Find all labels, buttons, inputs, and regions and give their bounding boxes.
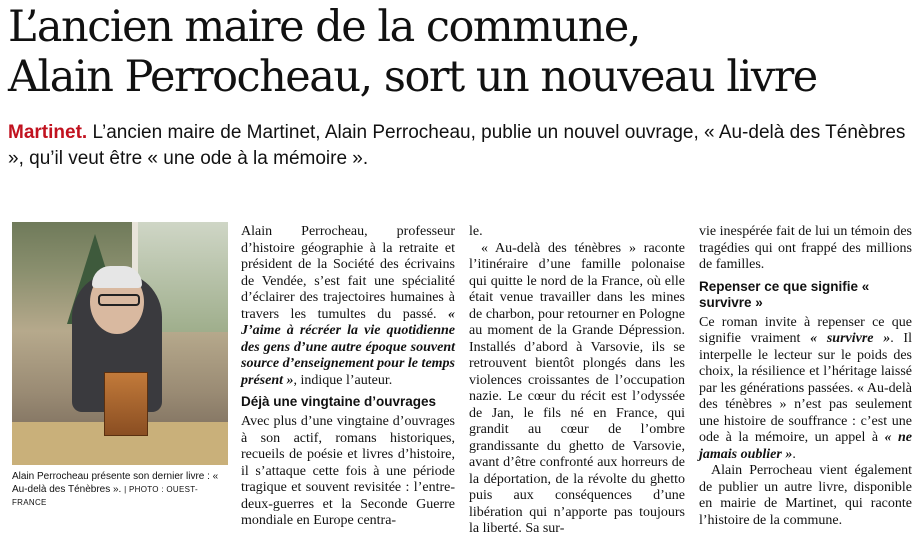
chapo-text: L’ancien maire de Martinet, Alain Perrocheau, publie un nouvel ouvrage, « Au-delà des Ténèbres », qu’il veut être « une ode à la mémoire ».	[8, 122, 906, 169]
photo-book	[104, 372, 148, 436]
col2-paragraph-1: « Au-delà des ténèbres » raconte l’itinéraire d’une famille polonaise qui quitte le nord de la France, où elle était venue travailler dans les mines de charbon, pour retourner en Pologne au moment de la Grande Dépression. Installés d’abord à Varsovie, ils se retrouvent bientôt plongés dans les violences croissantes de l’occupation nazie. Le cœur du récit est l’odyssée de Jan, le fils né en France, qui grandit au cœur de l’ombre grandissante du ghetto de Varsovie, avant d’être confronté aux horreurs de la déportation, de la révolte du ghetto puis aux conséquences d’une libération qui n’apporte pas toujours la liberté. Sa sur-	[469, 240, 685, 536]
col1-paragraph-2: Avec plus d’une vingtaine d’ouvrages à son actif, romans historiques, recueils de poésie et livres d’histoire, il s’attaque cette fois à une période tragique et souvent revisitée : l’entre-deux-guerres et la Seconde Guerre mondiale en Europe centra-	[241, 414, 455, 528]
headline-line-1: L’ancien maire de la commune,	[8, 2, 640, 52]
col3-p1-c: .	[792, 446, 796, 462]
photo-credit: | PHOTO : OUEST-FRANCE	[12, 485, 198, 507]
col3-oublier-quote: « ne jamais oublier »	[699, 430, 913, 462]
column-2	[469, 224, 685, 538]
col3-subhead: Repenser ce que signifie « survivre »	[699, 278, 870, 310]
photo-person-hair	[92, 266, 142, 288]
col1-p1-end: , indique l’auteur.	[293, 372, 393, 388]
column-1	[241, 224, 455, 530]
col1-p1-text: Alain Perrocheau, professeur d’histoire géographie à la retraite et président de la Société des écrivains de Vendée, s’est fait une spécialité d’éclairer des trajectoires humaines à travers les tumultes du passé.	[241, 224, 455, 322]
col3-p1-a: Ce roman invite à repenser ce que signifie vraiment	[699, 314, 912, 346]
chapo	[8, 120, 913, 172]
col1-subhead: Déjà une vingtaine d’ouvrages	[241, 394, 437, 409]
col2-paragraph-0: le.	[469, 224, 483, 239]
headline	[8, 2, 918, 102]
col3-paragraph-1	[699, 315, 912, 464]
col3-p1-b: . Il interpelle le lecteur sur le poids des choix, la résilience et l’héritage laissé par les générations passées. « Au-delà des ténèbres » n’est pas seulement une histoire de souffrance : c’est une ode à la mémoire, un appel à	[699, 331, 912, 445]
headline-line-2: Alain Perrocheau, sort un nouveau livre	[8, 52, 817, 102]
column-3	[699, 224, 912, 529]
col1-paragraph-1	[241, 224, 455, 389]
chapo-location: Martinet.	[8, 122, 88, 143]
caption-text: Alain Perrocheau présente son dernier livre : « Au-delà des Ténèbres ».	[12, 471, 219, 495]
col1-author-quote: « J’aime à récréer la vie quotidienne des gens d’une autre époque souvent source d’enseignement pour le temps présent »	[241, 306, 456, 388]
author-photo	[12, 222, 228, 465]
col3-survivre-quote: « survivre »	[810, 331, 891, 346]
photo-person-glasses	[98, 294, 140, 306]
col3-paragraph-2: Alain Perrocheau vient également de publier un autre livre, disponible en mairie de Martinet, qui raconte l’histoire de la commune.	[699, 463, 912, 528]
photo-caption	[12, 470, 232, 509]
col3-paragraph-0: vie inespérée fait de lui un témoin des tragédies qui ont frappé des millions de familles.	[699, 224, 912, 272]
